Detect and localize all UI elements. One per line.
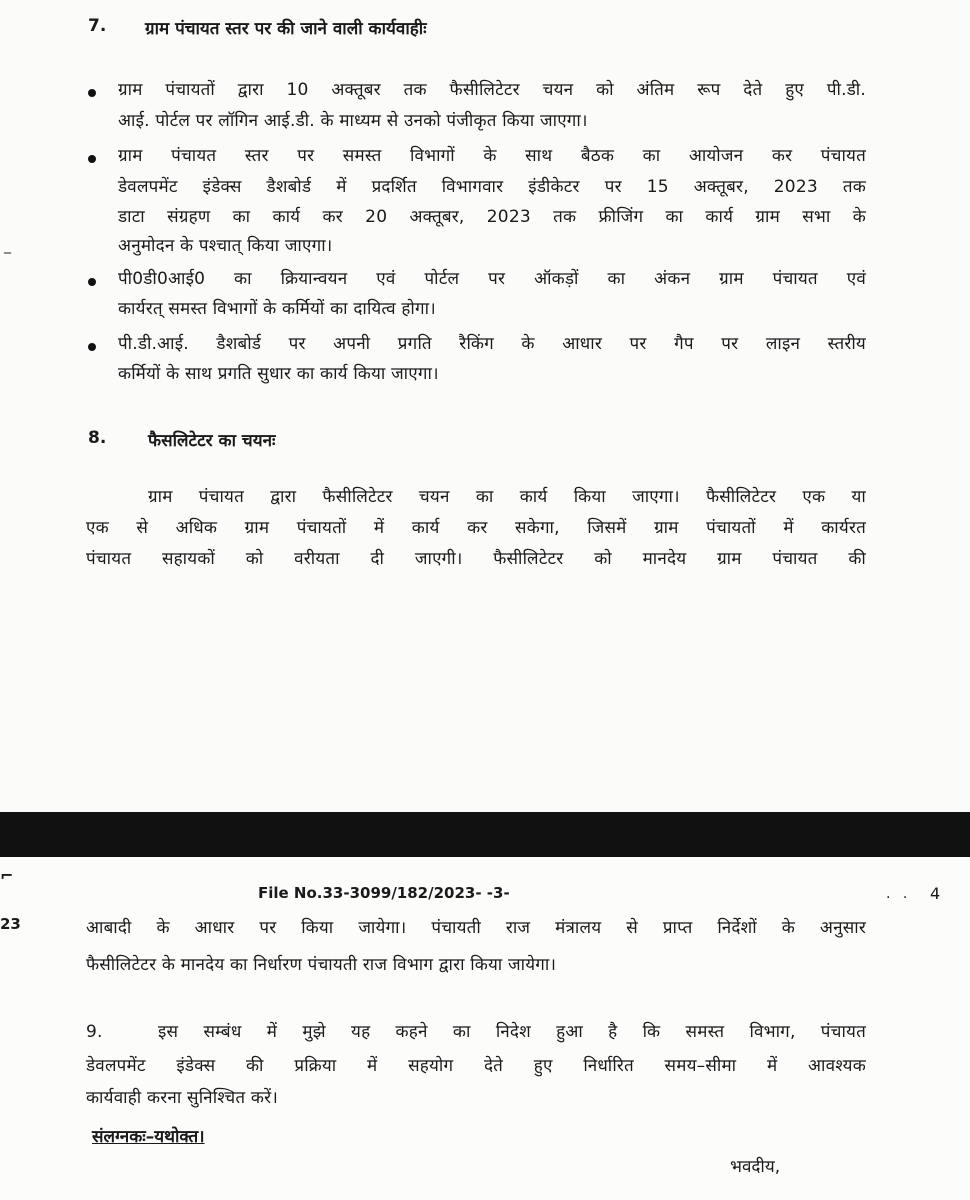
section-9-line-1: इस सम्बंध में मुझे यह कहने का निदेश हुआ है कि समस्त विभाग, पंचायत xyxy=(158,1022,866,1042)
section-8-title: फैसलिटेटर का चयनः xyxy=(148,431,276,451)
section-7-heading xyxy=(88,16,427,39)
bullet-1-line-1: ग्राम पंचायतों द्वारा 10 अक्तूबर तक फैसीलिटेटर चयन को अंतिम रूप देते हुए पी.डी. xyxy=(118,80,866,100)
signoff: भवदीय, xyxy=(730,1157,781,1177)
bullet-icon xyxy=(88,89,96,97)
bullet-1-line-2: आई. पोर्टल पर लॉगिन आई.डी. के माध्यम से उनको पंजीकृत किया जाएगा। xyxy=(118,111,588,131)
enclosure-label: संलग्नकः–यथोक्त। xyxy=(92,1127,205,1147)
section-8-heading xyxy=(88,428,276,451)
margin-dash: _ xyxy=(4,238,11,254)
continuation-line-2: फैसीलिटेटर के मानदेय का निर्धारण पंचायती राज विभाग द्वारा किया जायेगा। xyxy=(86,955,557,975)
bullet-4-line-1: पी.डी.आई. डैशबोर्ड पर अपनी प्रगति रैकिंग के आधार पर गैप पर लाइन स्तरीय xyxy=(118,334,866,354)
section-8-number: 8. xyxy=(88,428,107,448)
margin-dots: . . xyxy=(886,886,912,902)
bullet-icon xyxy=(88,343,96,351)
page-gap-band xyxy=(0,812,970,857)
bullet-2-line-3: डाटा संग्रहण का कार्य कर 20 अक्तूबर, 2023 तक फ्रीजिंग का कार्य ग्राम सभा के xyxy=(118,207,866,227)
file-number: File No.33-3099/182/2023- -3- xyxy=(258,884,510,902)
page-number: 4 xyxy=(930,884,941,903)
bullet-2-line-2: डेवलपमेंट इंडेक्स डैशबोर्ड में प्रदर्शित विभागवार इंडीकेटर पर 15 अक्तूबर, 2023 तक xyxy=(118,177,866,197)
section-9-number: 9. xyxy=(86,1022,103,1042)
section-7-title: ग्राम पंचायत स्तर पर की जाने वाली कार्यवाहीः xyxy=(145,19,427,39)
bullet-3-line-1: पी0डी0आई0 का क्रियान्वयन एवं पोर्टल पर ऑकड़ों का अंकन ग्राम पंचायत एवं xyxy=(118,269,866,289)
section-9-line-3: कार्यवाही करना सुनिश्चित करें। xyxy=(86,1088,278,1108)
section-7-number: 7. xyxy=(88,16,107,36)
bullet-4-line-2: कर्मियों के साथ प्रगति सुधार का कार्य किया जाएगा। xyxy=(118,364,439,384)
bullet-2-line-4: अनुमोदन के पश्चात् किया जाएगा। xyxy=(118,236,333,256)
bullet-3-line-2: कार्यरत् समस्त विभागों के कर्मियों का दायित्व होगा। xyxy=(118,299,436,319)
section-8-line-1: ग्राम पंचायत द्वारा फैसीलिटेटर चयन का कार्य किया जाएगा। फैसीलिटेटर एक या xyxy=(148,487,866,507)
bullet-icon xyxy=(88,155,96,163)
continuation-line-1: आबादी के आधार पर किया जायेगा। पंचायती राज मंत्रालय से प्राप्त निर्देशों के अनुसार xyxy=(86,918,866,938)
bullet-2-line-1: ग्राम पंचायत स्तर पर समस्त विभागों के साथ बैठक का आयोजन कर पंचायत xyxy=(118,146,866,166)
bullet-icon xyxy=(88,278,96,286)
left-edge-number: 23 xyxy=(0,915,21,933)
left-edge-mark: ⌐ xyxy=(0,866,14,885)
section-8-line-2: एक से अधिक ग्राम पंचायतों में कार्य कर सकेगा, जिसमें ग्राम पंचायतों में कार्यरत xyxy=(86,518,866,538)
section-8-line-3: पंचायत सहायकों को वरीयता दी जाएगी। फैसीलिटेटर को मानदेय ग्राम पंचायत की xyxy=(86,549,866,569)
section-9-line-2: डेवलपमेंट इंडेक्स की प्रक्रिया में सहयोग देते हुए निर्धारित समय–सीमा में आवश्यक xyxy=(86,1056,866,1076)
